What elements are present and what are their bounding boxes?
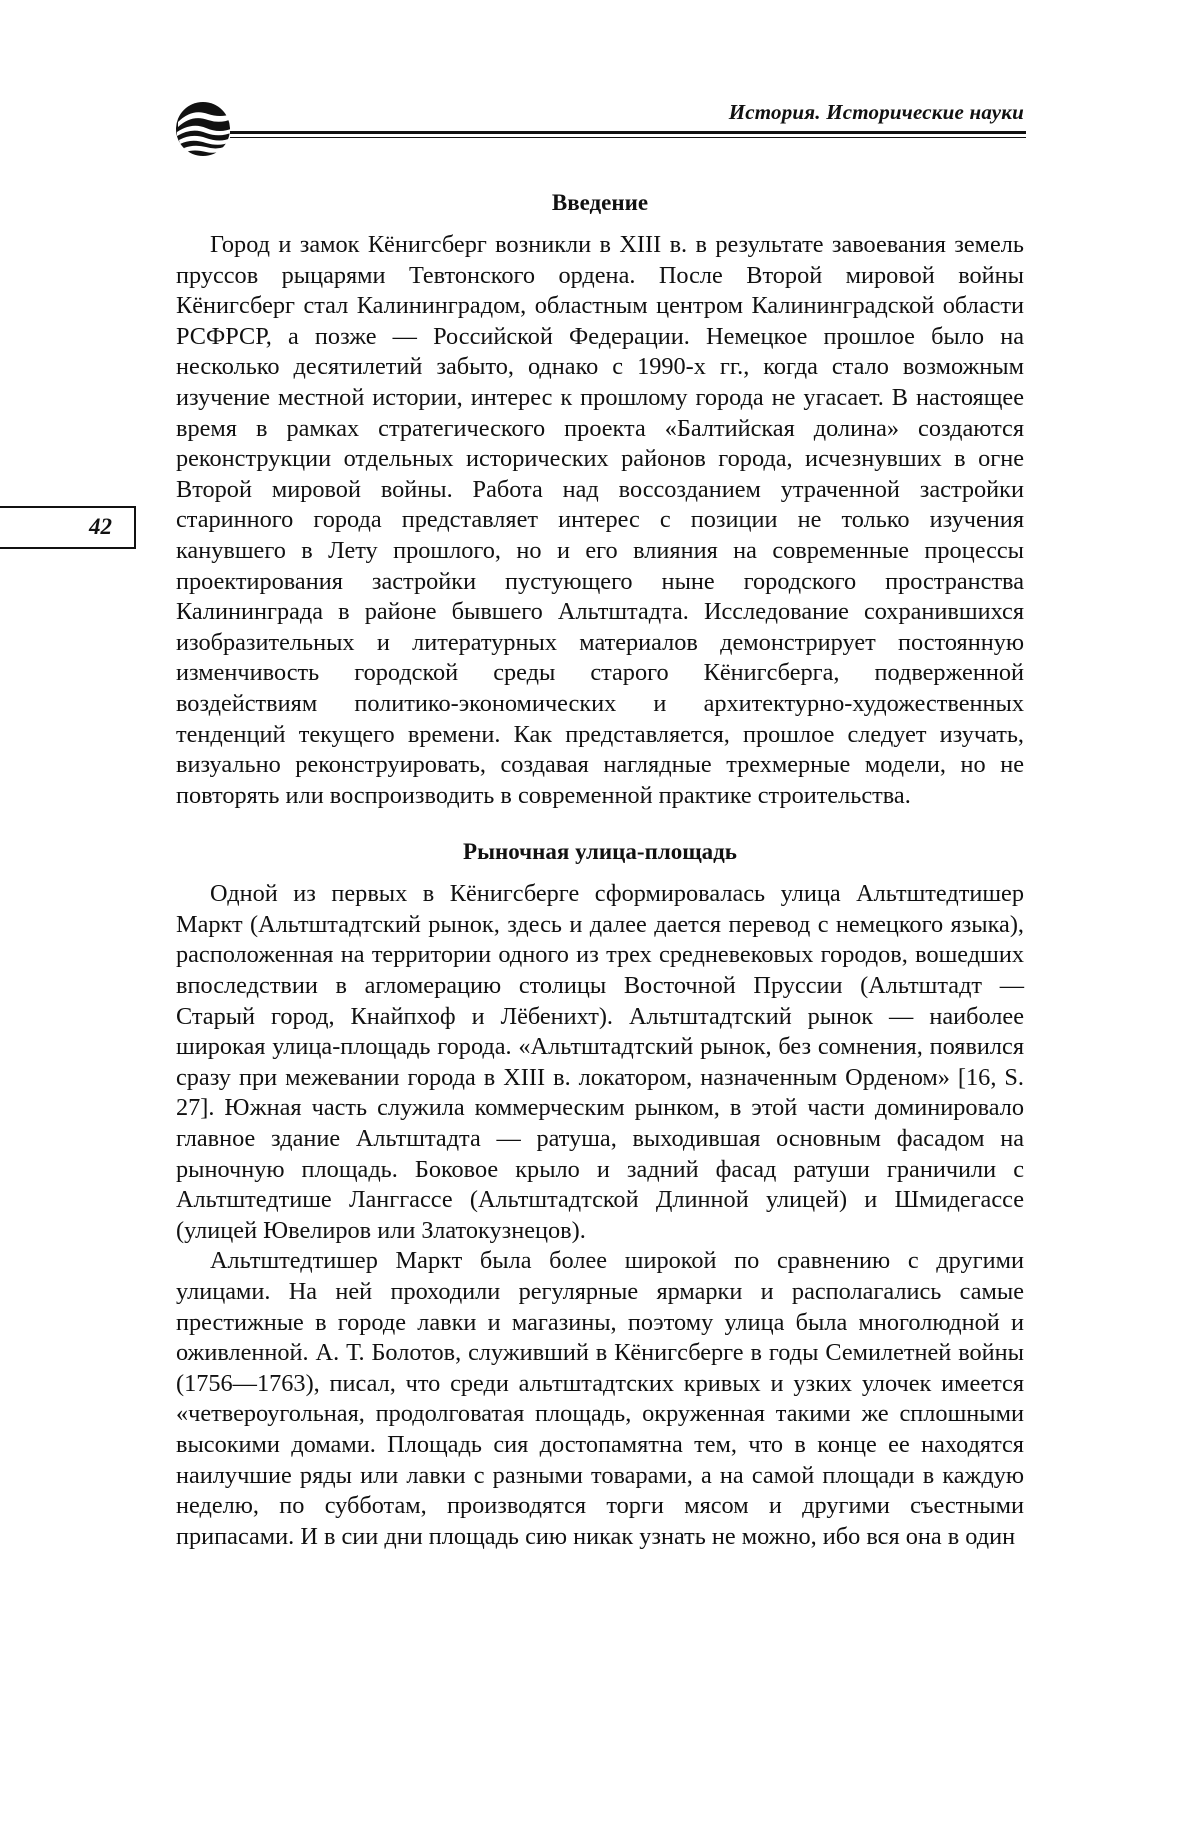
paragraph: Одной из первых в Кёнигсберге сформировалась улица Альтштедтишер Маркт (Альтштадтский рынок, здесь и далее дается перевод с немецкого языка), расположенная на территории одного из трех средневековых городов, вошедших впоследствии в агломерацию столицы Восточной Пруссии (Альтштадт — Старый город, Кнайпхоф и Лёбенихт). Альтштадтский рынок — наиболее широкая улица-площадь города. «Альтштадтский рынок, без сомнения, появился сразу при межевании города в XIII в. локатором, назначенным Орденом» [16, S. 27]. Южная часть служила коммерческим рынком, в этой части доминировало главное здание Альтштадта — ратуша, выходившая основным фасадом на рыночную площадь. Боковое крыло и задний фасад ратуши граничили с Альтштедтише Ланггассе (Альтштадтской Длинной улицей) и Шмидегассе (улицей Ювелиров или Златокузнецов).	[176, 880, 1024, 1244]
section-title-introduction: Введение	[551, 190, 649, 215]
page-number-tab	[0, 506, 136, 549]
header-rule	[230, 131, 1026, 134]
header-rule-thin	[230, 137, 1026, 138]
wave-globe-icon	[174, 100, 236, 162]
paragraph: Альтштедтишер Маркт была более широкой по сравнению с другими улицами. На ней проходили регулярные ярмарки и располагались самые престижные в городе лавки и магазины, поэтому улица была многолюдной и оживленной. А. Т. Болотов, служивший в Кёнигсберге в годы Семилетней войны (1756—1763), писал, что среди альтштадтских кривых и узких улочек имеется «четвероугольная, продолговатая площадь, окруженная такими же сплошными высокими домами. Площадь сия достопамятна тем, что в конце ее находятся наилучшие ряды или лавки с разными товарами, а на самой площади в каждую неделю, по субботам, производятся торги мясом и другими съестными припасами. И в сии дни площадь сию никак узнать не можно, ибо вся она в один	[176, 1247, 1024, 1550]
page-number: 42	[89, 514, 112, 539]
section-title-market-street: Рыночная улица-площадь	[463, 839, 737, 865]
running-header-title: История. Исторические науки	[728, 100, 1024, 124]
paragraph: Город и замок Кёнигсберг возникли в XIII в. в результате завоевания земель пруссов рыцарями Тевтонского ордена. После Второй мировой войны Кёнигсберг стал Калининградом, областным центром Калининградской области РСФРСР, а позже — Российской Федерации. Немецкое прошлое было на несколько десятилетий забыто, однако с 1990-х гг., когда стало возможным изучение местной истории, интерес к прошлому города не угасает. В настоящее время в рамках стратегического проекта «Балтийская долина» создаются реконструкции отдельных исторических районов города, исчезнувших в огне Второй мировой войны. Работа над воссозданием утраченной застройки старинного города представляет интерес с позиции не только изучения канувшего в Лету прошлого, но и его влияния на современные процессы проектирования застройки пустующего ныне городского пространства Калининграда в районе бывшего Альтштадта. Исследование сохранившихся изобразительных и литературных материалов демонстрирует постоянную изменчивость городской среды старого Кёнигсберга, подверженной воздействиям политико-экономических и архитектурно-художественных тенденций текущего времени. Как представляется, прошлое следует изучать, визуально реконструировать, создавая наглядные трехмерные модели, но не повторять или воспроизводить в современной практике строительства.	[176, 231, 1024, 809]
article-body	[176, 188, 1024, 1552]
